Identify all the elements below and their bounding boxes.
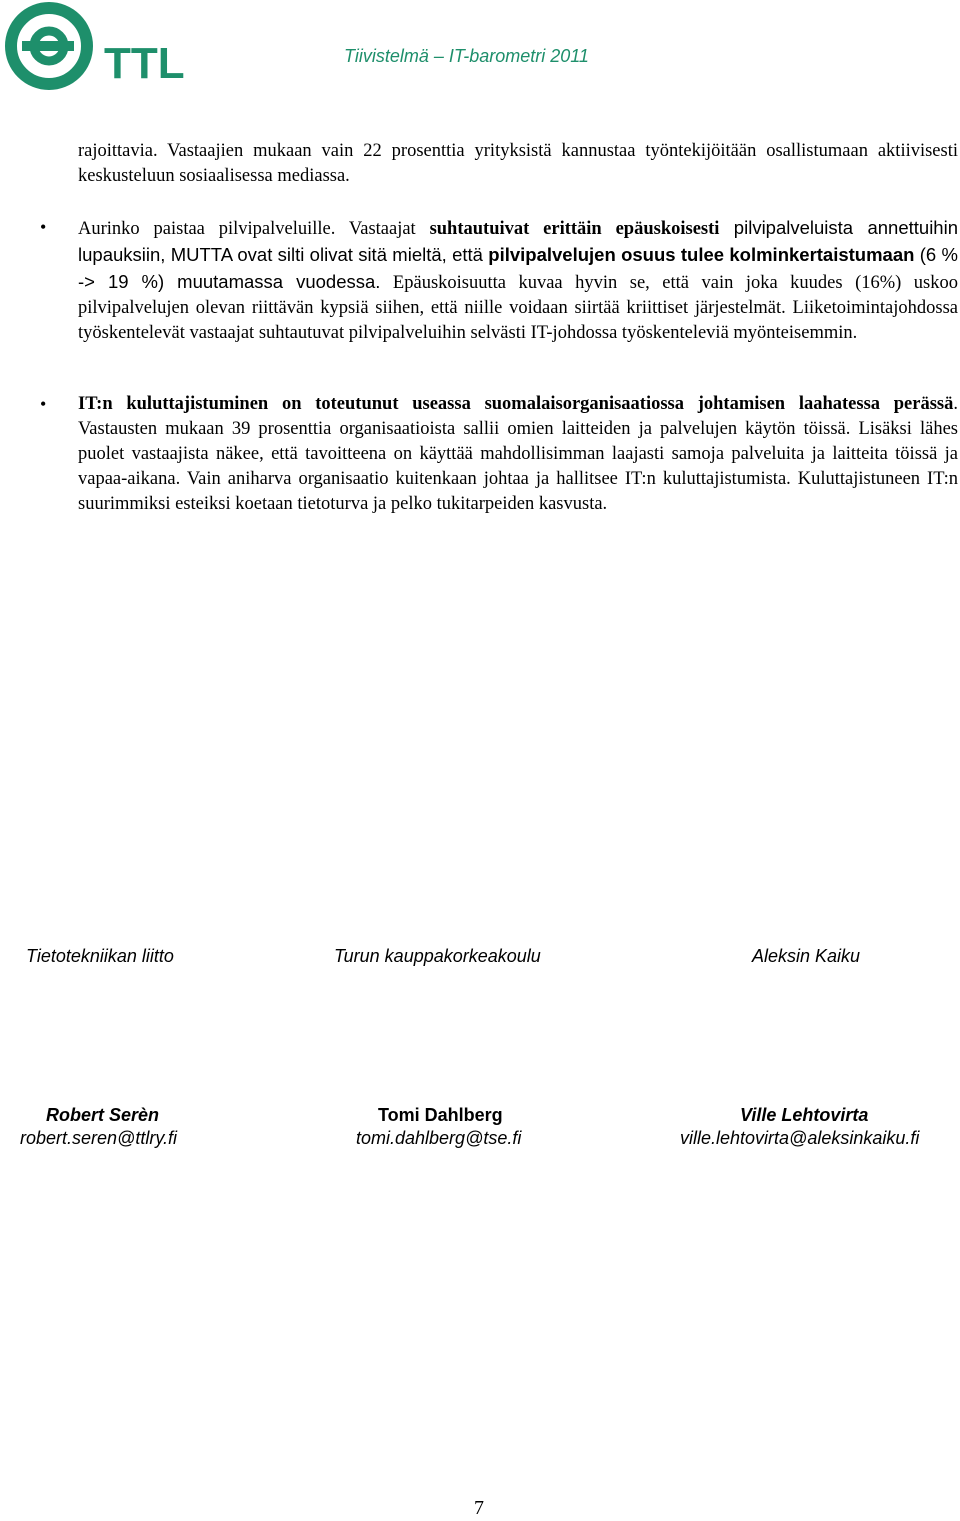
bullet-cloud-bold-1: suhtautuivat erittäin epäuskoisesti xyxy=(429,219,720,239)
contact-email-3[interactable]: ville.lehtovirta@aleksinkaiku.fi xyxy=(680,1128,920,1148)
contact-email-1[interactable]: robert.seren@ttlry.fi xyxy=(20,1128,177,1148)
bullet-cloud-text-2: pilvipalveluista annettuihin lupauksiin, MUTTA ovat silti olivat sitä mieltä, että xyxy=(78,217,958,265)
ttl-logo xyxy=(2,0,192,95)
logo-text: TTL xyxy=(104,39,185,88)
organization-ttl: Tietotekniikan liitto xyxy=(26,946,174,966)
organization-aleksin-kaiku: Aleksin Kaiku xyxy=(752,946,861,966)
contact-name-2: Tomi Dahlberg xyxy=(378,1105,503,1125)
page-number: 7 xyxy=(474,1497,484,1519)
bullet-marker: • xyxy=(40,217,47,237)
contact-email-2[interactable]: tomi.dahlberg@tse.fi xyxy=(356,1128,522,1148)
bullet-marker: • xyxy=(40,394,47,414)
contact-name-3: Ville Lehtovirta xyxy=(740,1105,869,1125)
bullet-consumerization-bold: IT:n kuluttajistuminen on toteutunut useassa suomalaisorganisaatiossa johtamisen laahatessa perässä xyxy=(78,394,954,414)
bullet-cloud-bold-2: pilvipalvelujen osuus tulee kolminkertaistumaan xyxy=(488,244,915,265)
contact-name-1: Robert Serèn xyxy=(46,1105,160,1125)
bullet-consumerization-text: . Vastausten mukaan 39 prosenttia organisaatioista sallii omien laitteiden ja palvelujen käytön töissä. Lisäksi lähes puolet vastaajista näkee, että tavoitteena on käyttää mahdollisimman laajasti samoja palveluita ja laitteita töissä ja vapaa-aikana. Vain aniharva organisaatio kuitenkaan johtaa ja hallitsee IT:n kuluttajistumista. Kuluttajistuneen IT:n suurimmiksi esteiksi koetaan tietoturva ja pelko tukitarpeiden kasvusta. xyxy=(78,394,958,514)
bullet-cloud-text-1: Aurinko paistaa pilvipalveluille. Vastaajat xyxy=(78,219,430,239)
document-title: Tiivistelmä – IT-barometri 2011 xyxy=(344,46,589,66)
bullet-consumerization xyxy=(78,392,958,517)
bullet-cloud-text-3: (6 % -> 19 %) muutamassa vuodessa. xyxy=(78,244,958,292)
bullet-cloud-text-4: Epäuskoisuutta kuvaa hyvin se, että vain joka kuudes (16%) uskoo pilvipalvelujen olevan riittävän kypsiä siihen, että niille voidaan siirtää kriittiset järjestelmät. Liiketoimintajohdossa työskentelevät vastaajat suhtautuvat pilvipalveluihin selvästi IT-johdossa työskenteleviä myönteisemmin. xyxy=(78,273,959,343)
ttl-logo-icon xyxy=(2,0,192,95)
lead-paragraph: rajoittavia. Vastaajien mukaan vain 22 prosenttia yrityksistä kannustaa työntekijöitään osallistumaan aktiivisesti keskusteluun sosiaalisessa mediassa. xyxy=(78,141,958,186)
organization-tse: Turun kauppakorkeakoulu xyxy=(334,946,541,966)
bullet-cloud-services xyxy=(78,215,958,346)
